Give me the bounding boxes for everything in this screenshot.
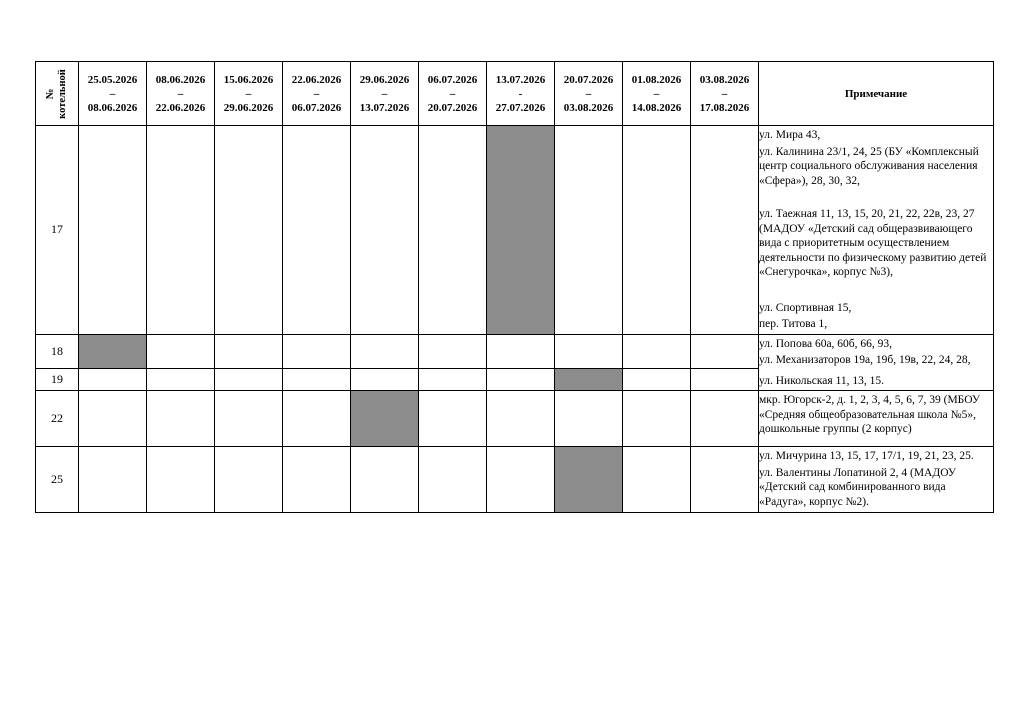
boiler-number-header-line1: №	[44, 88, 56, 99]
schedule-cell	[147, 126, 215, 335]
schedule-cell	[623, 126, 691, 335]
schedule-cell	[79, 126, 147, 335]
period-from: 06.07.2026	[427, 73, 478, 86]
table-row	[36, 126, 994, 335]
header-row	[36, 62, 994, 126]
note-line: ул. Спортивная 15,	[759, 301, 852, 314]
note-cell	[759, 391, 994, 447]
schedule-cell	[147, 391, 215, 447]
note-line: ул. Механизаторов 19а, 19б, 19в, 22, 24, 28,	[759, 354, 971, 366]
boiler-number: 22	[36, 391, 79, 447]
period-from: 03.08.2026	[699, 73, 750, 86]
note-header: Примечание	[759, 62, 994, 126]
note-line: мкр. Югорск-2, д. 1, 2, 3, 4, 5, 6, 7, 39 (МБОУ «Средняя общеобразовательная школа №5», дошкольные группы (2 корпус)	[759, 394, 980, 435]
schedule-cell	[147, 334, 215, 369]
period-to: 27.07.2026	[495, 101, 546, 114]
schedule-cell	[215, 334, 283, 369]
note-cell	[759, 334, 994, 391]
period-header-4	[283, 62, 351, 126]
schedule-cell	[351, 447, 419, 513]
schedule-table	[35, 61, 994, 513]
period-to: 29.06.2026	[223, 101, 274, 114]
schedule-cell	[691, 334, 759, 369]
note-line: ул. Попова 60а, 60б, 66, 93,	[759, 337, 893, 350]
schedule-cell	[623, 447, 691, 513]
period-header-10	[691, 62, 759, 126]
boiler-number: 18	[36, 334, 79, 369]
schedule-cell	[215, 391, 283, 447]
period-sep: –	[721, 87, 728, 100]
boiler-number: 25	[36, 447, 79, 513]
schedule-cell	[419, 391, 487, 447]
schedule-cell	[351, 126, 419, 335]
schedule-cell	[215, 447, 283, 513]
table-row	[36, 391, 994, 447]
period-to: 22.06.2026	[155, 101, 206, 114]
schedule-cell	[283, 369, 351, 391]
schedule-cell	[691, 369, 759, 391]
period-sep: –	[109, 87, 116, 100]
schedule-cell	[487, 369, 555, 391]
boiler-number-header	[36, 62, 79, 126]
schedule-cell	[215, 126, 283, 335]
boiler-number: 17	[36, 126, 79, 335]
period-header-1	[79, 62, 147, 126]
period-from: 29.06.2026	[359, 73, 410, 86]
period-sep: –	[653, 87, 660, 100]
period-header-5	[351, 62, 419, 126]
period-to: 06.07.2026	[291, 101, 342, 114]
shaded-period-cell	[555, 447, 623, 513]
shaded-period-cell	[555, 369, 623, 391]
shaded-period-cell	[79, 334, 147, 369]
schedule-cell	[487, 447, 555, 513]
note-line: ул. Валентины Лопатиной 2, 4 (МАДОУ «Детский сад комбинированного вида «Радуга», корпус №2).	[759, 466, 957, 508]
schedule-cell	[487, 334, 555, 369]
schedule-cell	[79, 391, 147, 447]
schedule-cell	[691, 126, 759, 335]
note-line: ул. Мира 43,	[759, 129, 821, 141]
schedule-cell	[555, 391, 623, 447]
schedule-cell	[283, 391, 351, 447]
schedule-cell	[79, 369, 147, 391]
schedule-cell	[419, 126, 487, 335]
period-sep: –	[585, 87, 592, 100]
period-sep: –	[381, 87, 388, 100]
schedule-cell	[555, 334, 623, 369]
schedule-cell	[283, 334, 351, 369]
note-cell	[759, 126, 994, 335]
period-sep: –	[177, 87, 184, 100]
schedule-cell	[691, 391, 759, 447]
period-sep: -	[518, 87, 523, 100]
schedule-cell	[623, 391, 691, 447]
period-header-2	[147, 62, 215, 126]
period-to: 03.08.2026	[563, 101, 614, 114]
schedule-cell	[147, 369, 215, 391]
schedule-cell	[691, 447, 759, 513]
note-line: ул. Никольская 11, 13, 15.	[759, 374, 885, 387]
schedule-cell	[623, 334, 691, 369]
period-header-9	[623, 62, 691, 126]
period-to: 13.07.2026	[359, 101, 410, 114]
period-header-8	[555, 62, 623, 126]
period-to: 17.08.2026	[699, 101, 750, 114]
period-sep: –	[245, 87, 252, 100]
note-line: ул. Калинина 23/1, 24, 25 (БУ «Комплексный центр социального обслуживания населения «Сфера»), 28, 30, 32,	[759, 145, 979, 187]
schedule-cell	[419, 369, 487, 391]
note-line: ул. Таежная 11, 13, 15, 20, 21, 22, 22в, 23, 27 (МАДОУ «Детский сад общеразвивающего вида с приоритетным осуществлением деятельности по физическому развитию детей «Снегурочка», корпус №3),	[759, 208, 987, 278]
period-from: 13.07.2026	[495, 73, 546, 86]
period-header-3	[215, 62, 283, 126]
period-sep: –	[449, 87, 456, 100]
period-from: 25.05.2026	[87, 73, 138, 86]
schedule-cell	[487, 391, 555, 447]
period-from: 15.06.2026	[223, 73, 274, 86]
period-to: 08.06.2026	[87, 101, 138, 114]
period-from: 08.06.2026	[155, 73, 206, 86]
schedule-cell	[555, 126, 623, 335]
note-line: ул. Мичурина 13, 15, 17, 17/1, 19, 21, 23, 25.	[759, 450, 974, 462]
schedule-cell	[419, 447, 487, 513]
schedule-cell	[283, 447, 351, 513]
period-header-6	[419, 62, 487, 126]
note-cell	[759, 447, 994, 513]
boiler-number-header-line2: котельной	[57, 68, 68, 119]
shaded-period-cell	[351, 391, 419, 447]
period-to: 14.08.2026	[631, 101, 682, 114]
period-header-7	[487, 62, 555, 126]
period-from: 01.08.2026	[631, 73, 682, 86]
schedule-cell	[79, 447, 147, 513]
note-line: пер. Титова 1,	[759, 318, 828, 330]
period-from: 22.06.2026	[291, 73, 342, 86]
table-row	[36, 334, 994, 369]
period-sep: –	[313, 87, 320, 100]
schedule-cell	[147, 447, 215, 513]
schedule-cell	[419, 334, 487, 369]
schedule-cell	[623, 369, 691, 391]
schedule-cell	[215, 369, 283, 391]
schedule-cell	[283, 126, 351, 335]
boiler-number: 19	[36, 369, 79, 391]
period-to: 20.07.2026	[427, 101, 478, 114]
table-row	[36, 447, 994, 513]
shaded-period-cell	[487, 126, 555, 335]
period-from: 20.07.2026	[563, 73, 614, 86]
schedule-cell	[351, 334, 419, 369]
schedule-cell	[351, 369, 419, 391]
